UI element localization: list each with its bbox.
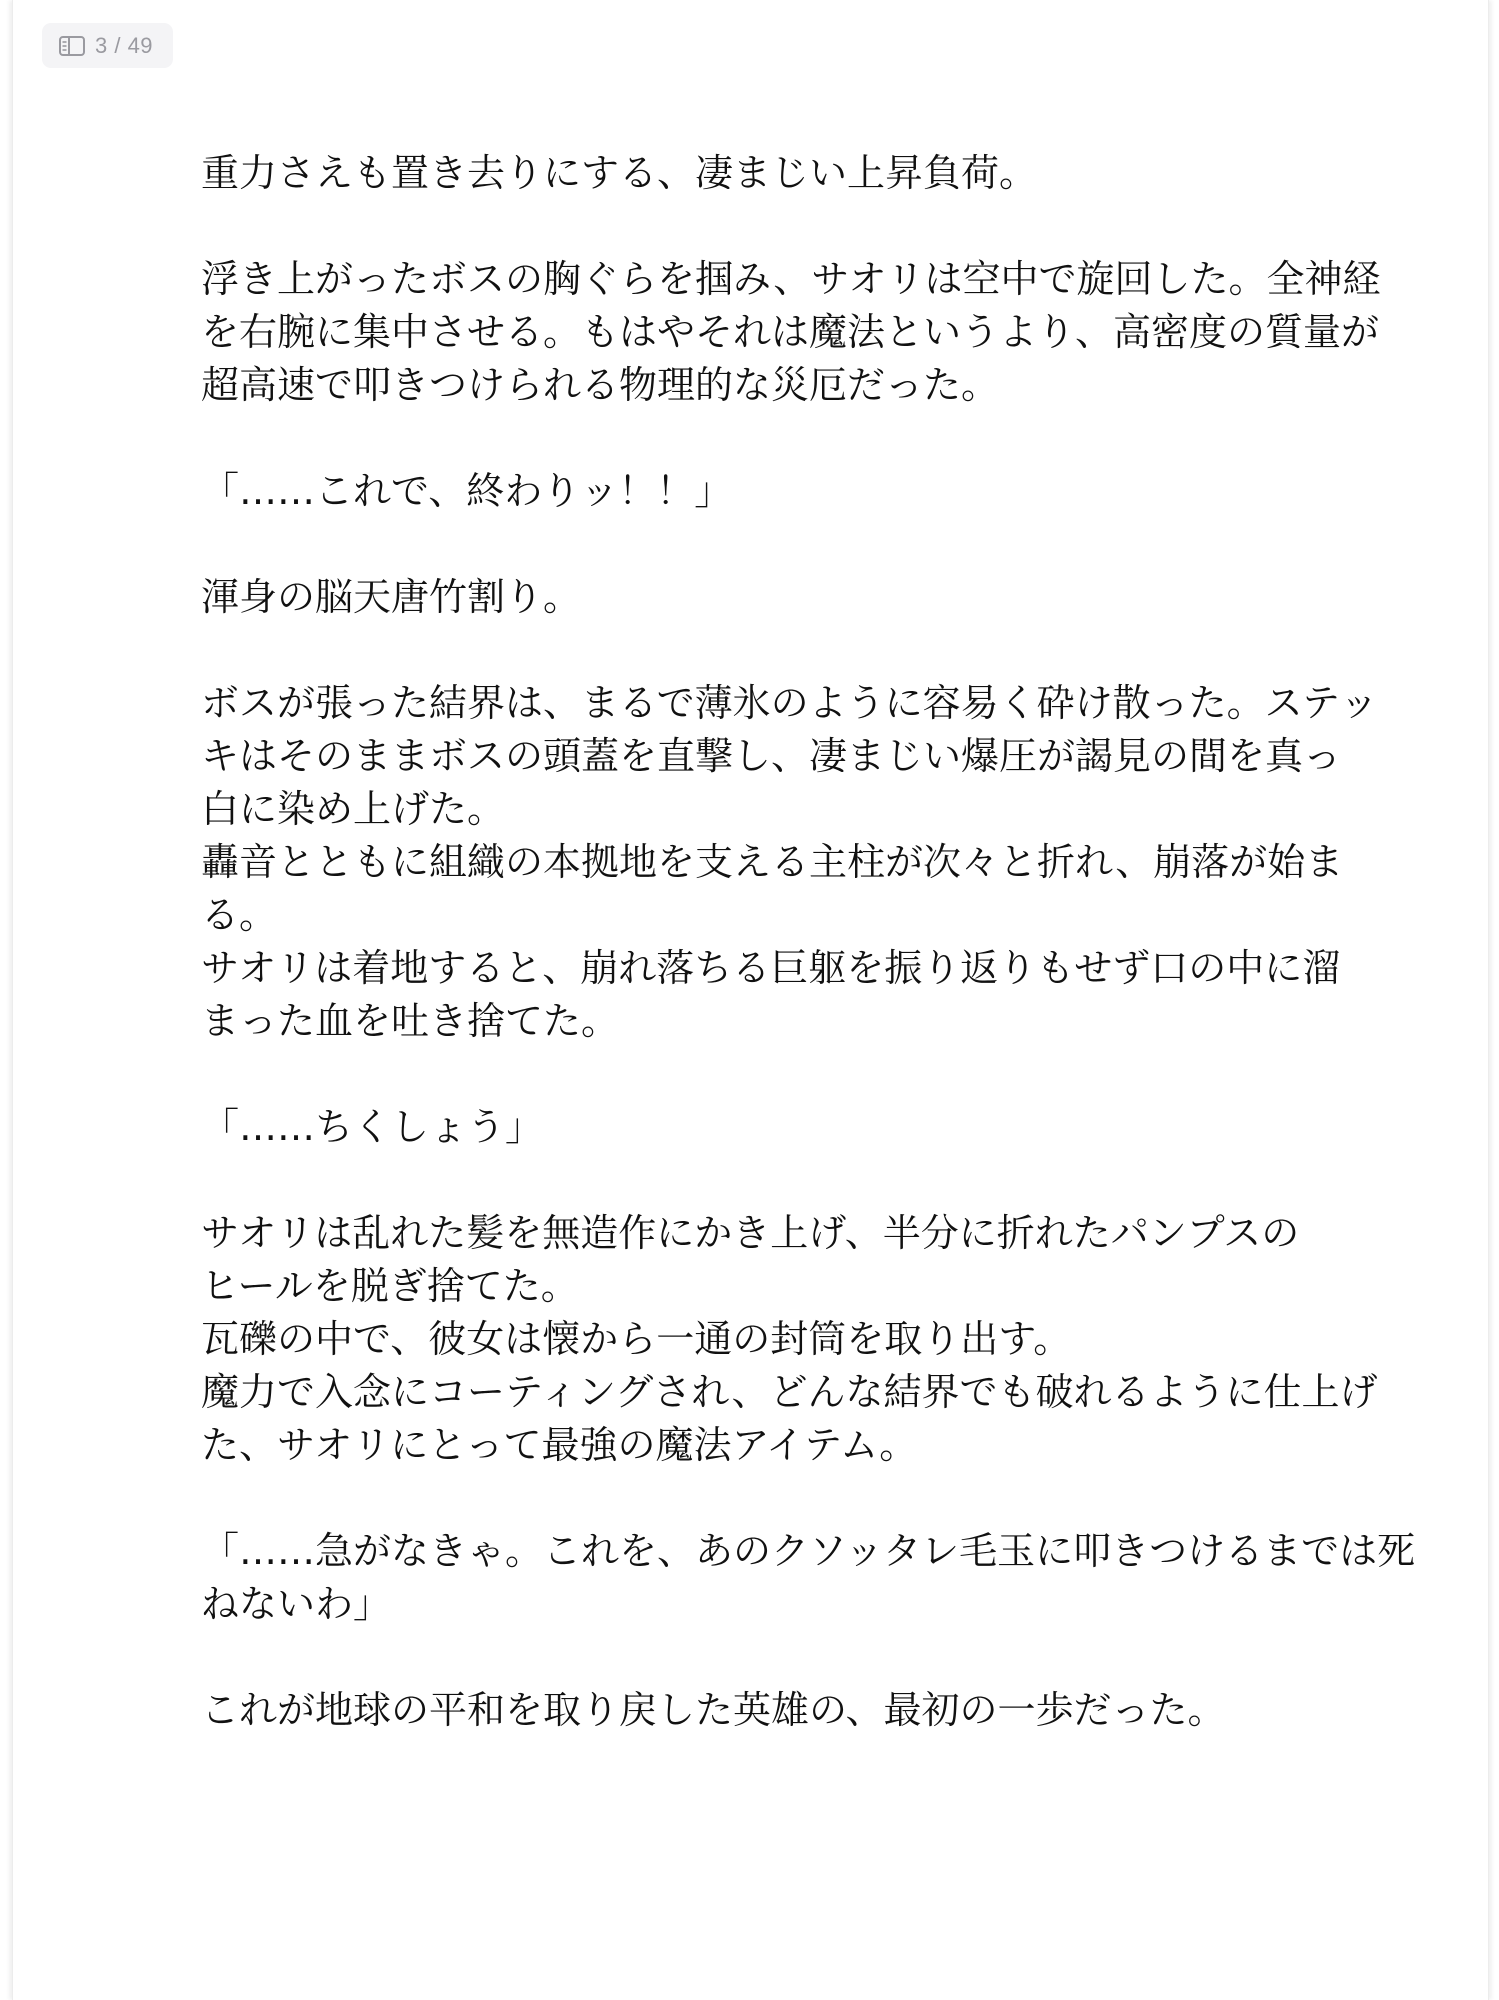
text-line: 瓦礫の中で、彼女は懐から一通の封筒を取り出す。 [201, 1317, 1072, 1361]
document-body [201, 147, 1416, 1790]
paragraph [201, 1101, 1351, 1154]
text-line: ボスが張った結界は、まるで薄氷のように容易く砕け散った。ステッ [201, 681, 1378, 725]
paragraph [201, 677, 1378, 1048]
text-line: た、サオリにとって最強の魔法アイテム。 [201, 1423, 918, 1467]
page-number-label: 3 / 49 [95, 32, 154, 58]
text-line: サオリは着地すると、崩れ落ちる巨躯を振り返りもせず口の中に溜 [201, 946, 1341, 990]
paragraph [201, 253, 1381, 412]
paragraph [201, 1525, 1416, 1631]
text-line: まった血を吐き捨てた。 [201, 999, 620, 1043]
page-indicator[interactable] [42, 23, 173, 68]
text-line: 「……急がなきゃ。これを、あのクソッタレ毛玉に叩きつけるまでは死 [201, 1529, 1416, 1573]
text-line: キはそのままボスの頭蓋を直撃し、凄まじい爆圧が謁見の間を真っ [201, 734, 1342, 778]
text-line: る。 [201, 893, 278, 937]
paragraph [201, 1684, 1351, 1737]
text-line: サオリは乱れた髪を無造作にかき上げ、半分に折れたパンプスの [201, 1211, 1300, 1255]
text-line: 「……これで、終わりッ！！」 [201, 469, 733, 513]
paragraph [201, 571, 1351, 624]
text-line: 重力さえも置き去りにする、凄まじい上昇負荷。 [201, 151, 1038, 195]
text-line: ヒールを脱ぎ捨てた。 [201, 1264, 579, 1308]
document-page [12, 0, 1489, 2000]
text-line: 「……ちくしょう」 [201, 1105, 544, 1149]
text-line: 魔力で入念にコーティングされ、どんな結界でも破れるように仕上げ [201, 1370, 1378, 1414]
text-line: 超高速で叩きつけられる物理的な災厄だった。 [201, 363, 1000, 407]
paragraph [201, 147, 1351, 200]
text-line: 浮き上がったボスの胸ぐらを掴み、サオリは空中で旋回した。全神経 [201, 257, 1381, 301]
text-line: ねないわ」 [201, 1582, 392, 1626]
text-line: 轟音とともに組織の本拠地を支える主柱が次々と折れ、崩落が始ま [201, 840, 1344, 884]
paragraph [201, 465, 1351, 518]
text-line: を右腕に集中させる。もはやそれは魔法というより、高密度の質量が [201, 310, 1380, 354]
text-line: これが地球の平和を取り戻した英雄の、最初の一歩だった。 [201, 1688, 1226, 1732]
text-line: 白に染め上げた。 [201, 787, 506, 831]
paragraph [201, 1207, 1378, 1472]
sidebar-panel-icon[interactable] [59, 36, 85, 56]
text-line: 渾身の脳天唐竹割り。 [201, 575, 582, 619]
